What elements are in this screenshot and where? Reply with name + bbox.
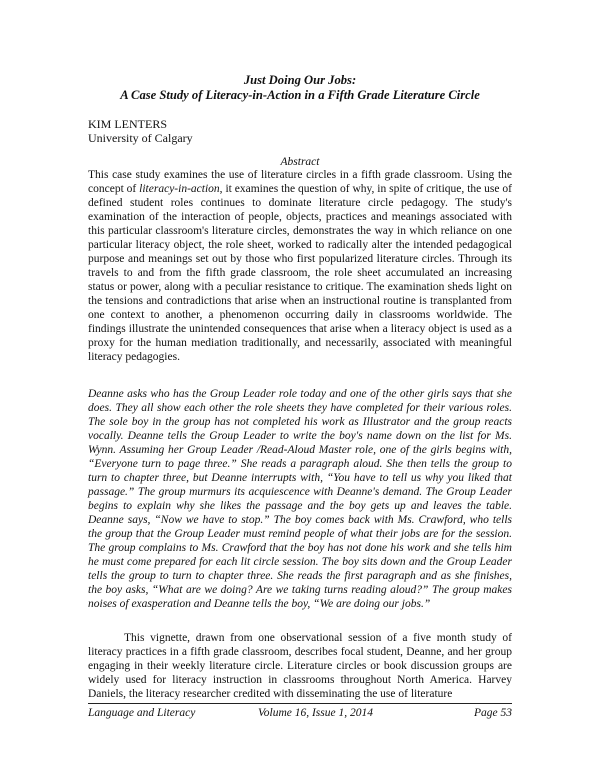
abstract-text xyxy=(88,168,512,364)
abstract-term-literacy-in-action: literacy-in-action xyxy=(139,183,220,195)
abstract-heading: Abstract xyxy=(280,156,320,168)
footer-page-number: Page 53 xyxy=(473,707,512,719)
author-name: KIM LENTERS xyxy=(88,117,167,131)
abstract-text-start: This case study examines the use of literature circles in a fifth grade classroom. Using the concept of xyxy=(88,169,512,195)
abstract-text-rest: , it examines the question of why, in spite of critique, the use of defined student roles continues to dominate literature circle pedagogy. The study's examination of the interaction of people, objects, practices and meanings associated with this particular classroom's literature circles, demonstrates the way in which reliance on one particular literacy object, the role sheet, worked to radically alter the intended pedagogical purpose and meanings set out by those who first popularized literature circles. Through its travels to and from the fifth grade classroom, the role sheet accumulated an increasing status or power, along with a peculiar resistance to critique. The examination sheds light on the tensions and contradictions that arise when an instructional routine is transplanted from one context to another, a phenomenon occurring daily in classrooms worldwide. The findings illustrate the unintended consequences that arise when a literacy object is used as a proxy for the human mediation traditionally, and necessarily, associated with meaningful literacy pedagogies. xyxy=(88,183,512,363)
article-title-line1: Just Doing Our Jobs: xyxy=(243,73,357,87)
body-paragraph: This vignette, drawn from one observational session of a five month study of literacy practices in a fifth grade classroom, describes focal student, Deanne, and her group engaging in their weekly literature circle. Literature circles or book discussion groups are widely used for literacy instruction in classrooms throughout North America. Harvey Daniels, the literacy researcher credited with disseminating the use of literature xyxy=(88,632,512,700)
footer-divider xyxy=(88,703,512,704)
footer-volume-issue: Volume 16, Issue 1, 2014 xyxy=(258,707,373,719)
footer-journal-name: Language and Literacy xyxy=(88,707,196,719)
author-affiliation: University of Calgary xyxy=(88,131,193,145)
vignette-text: Deanne asks who has the Group Leader role today and one of the other girls says that she does. They all show each other the role sheets they have completed for their various roles. The sole boy in the group has not completed his work as Illustrator and the group reacts vocally. Deanne tells the Group Leader to write the boy's name down on the list for Ms. Wynn. Assuming her Group Leader /Read-Aloud Master role, one of the girls begins with, “Everyone turn to page three.” She reads a paragraph aloud. She then tells the group to turn to chapter three, but Deanne interrupts with, “You have to tell us why you liked that passage.” The group murmurs its acquiescence with Deanne's demand. The Group Leader begins to explain why she likes the passage and the boy gets up and leaves the table. Deanne says, “Now we have to stop.” The boy comes back with Ms. Crawford, who tells the group that the Group Leader must remind people of what their jobs are for the session. The group complains to Ms. Crawford that the boy has not done his work and she tells him he must come prepared for each lit circle session. The boy sits down and the Group Leader tells the group to turn to chapter three. She reads the first paragraph and as she finishes, the boy asks, “What are we doing? Are we taking turns reading aloud?” The group makes noises of exasperation and Deanne tells the boy, “We are doing our jobs.” xyxy=(88,388,512,610)
article-title-line2: A Case Study of Literacy-in-Action in a Fifth Grade Literature Circle xyxy=(120,88,480,102)
